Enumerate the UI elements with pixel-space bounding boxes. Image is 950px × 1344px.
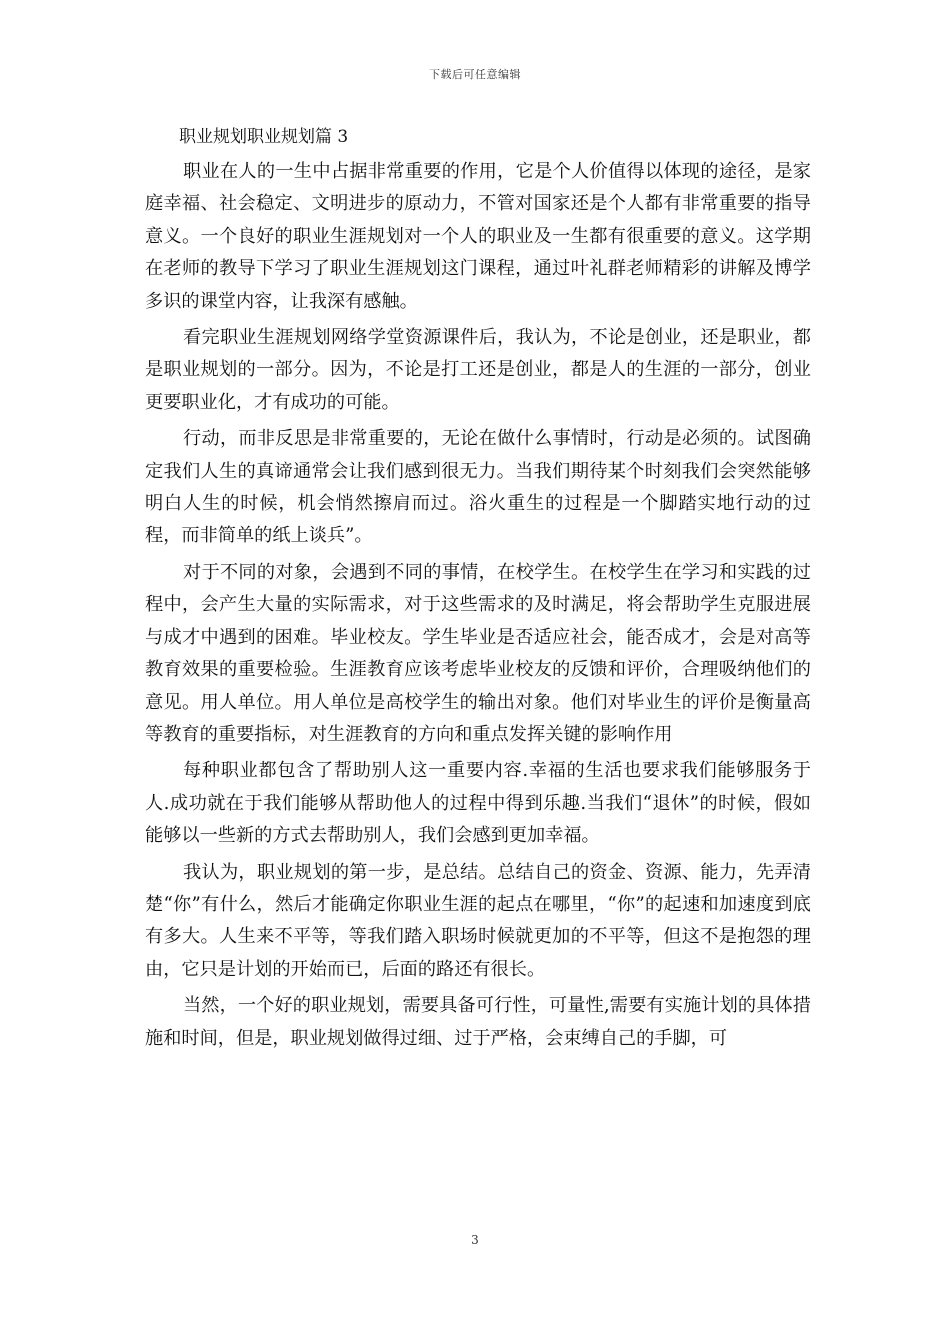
page-number: 3: [471, 1233, 479, 1247]
paragraph: 行动，而非反思是非常重要的，无论在做什么事情时，行动是必须的。试图确定我们人生的真谛通常会让我们感到很无力。当我们期待某个时刻我们会突然能够明白人生的时候，机会悄然擦肩而过。浴火重生的过程是一个脚踏实地行动的过程，而非简单的纸上谈兵”。: [145, 428, 811, 547]
paragraph: 每种职业都包含了帮助别人这一重要内容.幸福的生活也要求我们能够服务于人.成功就在于我们能够从帮助他人的过程中得到乐趣.当我们“退休”的时候，假如能够以一些新的方式去帮助别人，我们会感到更加幸福。: [145, 760, 811, 847]
paragraph: 职业在人的一生中占据非常重要的作用，它是个人价值得以体现的途径，是家庭幸福、社会稳定、文明进步的原动力，不管对国家还是个人都有非常重要的指导意义。一个良好的职业生涯规划对一个人的职业及一生都有很重要的意义。这学期在老师的教导下学习了职业生涯规划这门课程，通过叶礼群老师精彩的讲解及博学多识的课堂内容，让我深有感触。: [145, 161, 811, 312]
paragraph: 对于不同的对象，会遇到不同的事情，在校学生。在校学生在学习和实践的过程中，会产生大量的实际需求，对于这些需求的及时满足，将会帮助学生克服进展与成才中遇到的困难。毕业校友。学生毕业是否适应社会，能否成才，会是对高等教育效果的重要检验。生涯教育应该考虑毕业校友的反馈和评价，合理吸纳他们的意见。用人单位。用人单位是高校学生的输出对象。他们对毕业生的评价是衡量高等教育的重要指标，对生涯教育的方向和重点发挥关键的影响作用: [145, 561, 811, 745]
paragraph: 我认为，职业规划的第一步，是总结。总结自己的资金、资源、能力，先弄清楚“你”有什么，然后才能确定你职业生涯的起点在哪里，“你”的起速和加速度到底有多大。人生来不平等，等我们踏入职场时候就更加的不平等，但这不是抱怨的理由，它只是计划的开始而已，后面的路还有很长。: [145, 861, 811, 980]
paragraph: 看完职业生涯规划网络学堂资源课件后，我认为，不论是创业，还是职业，都是职业规划的一部分。因为，不论是打工还是创业，都是人的生涯的一部分，创业更要职业化，才有成功的可能。: [145, 327, 811, 413]
page-header: 下载后可任意编辑: [429, 68, 521, 81]
paragraph: 当然，一个好的职业规划，需要具备可行性，可量性,需要有实施计划的具体措施和时间，但是，职业规划做得过细、过于严格，会束缚自己的手脚，可: [145, 995, 811, 1049]
document-body: [145, 122, 811, 1059]
document-title: 职业规划职业规划篇 3: [179, 127, 349, 147]
